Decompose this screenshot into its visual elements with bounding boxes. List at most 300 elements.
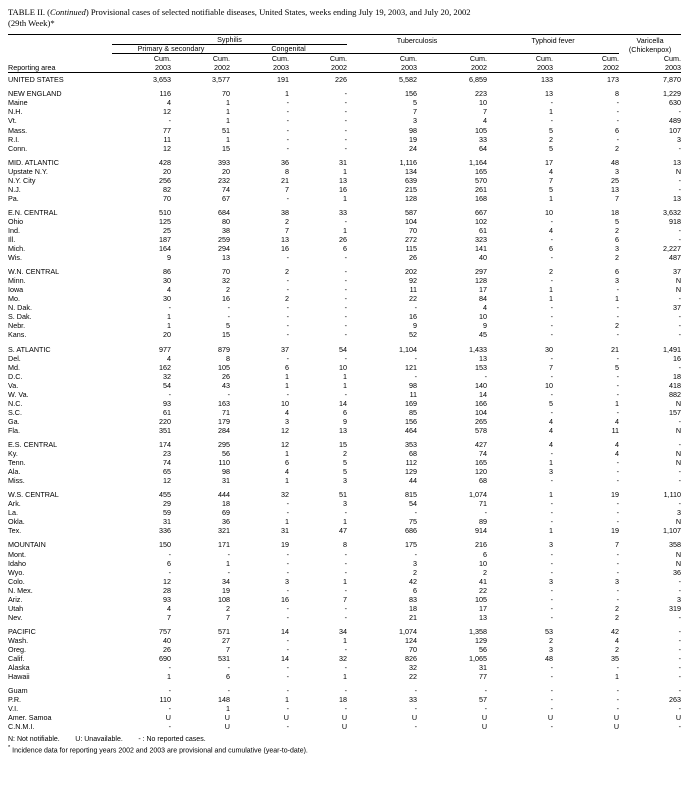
row-value-cell: 9 [413,321,418,331]
row-value-cell: - [344,125,348,135]
row-value-cell: 220 [159,416,171,426]
table-row [8,98,681,107]
row-value-cell: 3,632 [663,207,682,217]
row-value-cell: 26 [163,644,171,654]
row-value-cell: 31 [163,517,171,527]
row-value-cell: 256 [159,175,171,185]
row-value-cell: 17 [479,285,488,295]
row-value-cell: 156 [405,89,418,99]
row-value-cell: 105 [218,362,230,372]
row-value-cell: - [286,303,289,313]
row-value-cell: - [286,567,289,577]
row-value-cell: 162 [159,362,171,372]
row-value-cell: 1 [285,89,289,99]
table-row [8,244,681,253]
row-area-label: PACIFIC [8,626,36,636]
row-value-cell: 1,229 [663,89,682,99]
row-value-cell: 5 [615,216,620,226]
row-value-cell: - [550,722,554,732]
row-value-cell: 1,358 [469,626,488,636]
row-value-cell: 32 [409,663,418,673]
table-row [8,458,681,467]
row-value-cell: 4 [549,416,554,426]
row-value-cell: - [344,603,348,613]
row-value-cell: 9 [483,321,488,331]
row-area-label: N. Dak. [8,303,32,313]
row-area-label: Ariz. [8,594,23,604]
table-row [8,704,681,713]
row-value-cell: - [616,517,620,527]
row-value-cell: 216 [475,540,488,550]
row-value-cell: 32 [281,490,289,500]
row-value-cell: - [344,389,348,399]
row-value-cell: - [678,225,682,235]
row-value-cell: - [550,476,554,486]
row-area-label: Vt. [8,116,17,126]
row-value-cell: - [344,567,348,577]
row-value-cell: - [678,107,682,117]
group-header-typhoid: Typhoid fever [487,35,619,45]
row-value-cell: - [344,644,348,654]
row-value-cell: 86 [163,267,171,277]
table-row [8,663,681,672]
row-value-cell: 22 [409,672,418,682]
row-value-cell: - [550,321,554,331]
row-value-cell: 64 [479,143,488,153]
row-value-cell: 19 [281,540,289,550]
row-value-cell: 2 [226,285,230,295]
row-value-cell: - [550,603,554,613]
row-value-cell: 1,116 [399,157,418,167]
row-value-cell: 284 [218,425,230,435]
row-value-cell: 98 [409,380,418,390]
row-value-cell: - [678,330,682,340]
row-value-cell: - [286,353,289,363]
row-value-cell: 4 [167,285,171,295]
row-value-cell: - [616,285,620,295]
row-value-cell: - [550,585,554,595]
row-value-cell: - [678,672,682,682]
row-value-cell: - [344,253,348,263]
row-value-cell: - [227,312,230,322]
row-area-label: Minn. [8,276,26,286]
row-value-cell: 28 [163,585,171,595]
row-value-cell: 2 [549,134,554,144]
row-value-cell: 128 [475,276,488,286]
row-area-label: V.I. [8,704,19,714]
row-value-cell: 295 [218,440,230,449]
table-row [8,499,681,508]
row-value-cell: 15 [339,440,348,449]
row-value-cell: 444 [218,490,230,500]
row-value-cell: 6 [549,244,554,254]
row-value-cell: 1 [615,294,620,304]
row-value-cell: 11 [163,134,171,144]
row-value-cell: 33 [409,695,418,705]
row-value-cell: - [678,686,682,696]
row-value-cell: 879 [218,344,230,354]
row-value-cell: 77 [163,125,171,135]
row-value-cell: - [286,644,289,654]
row-value-cell: 1 [226,134,230,144]
row-value-cell: 7 [483,107,488,117]
row-value-cell: 13 [339,425,348,435]
row-value-cell: 6 [343,244,348,254]
row-value-cell: - [227,303,230,313]
row-value-cell: 5 [226,321,230,331]
table-row [8,695,681,704]
row-value-cell: 105 [475,125,488,135]
column-header-reporting-area: Reporting area [8,63,112,73]
row-value-cell: - [286,134,289,144]
row-value-cell: 882 [669,389,682,399]
row-value-cell: 115 [405,244,418,254]
title-line1-pre: TABLE II. ( [8,7,51,17]
row-value-cell: 56 [222,449,230,459]
row-value-cell: 261 [475,184,488,194]
row-value-cell: 5 [549,125,554,135]
row-value-cell: - [286,116,289,126]
row-value-cell: 19 [611,526,620,536]
table-row [8,476,681,485]
row-value-cell: - [414,371,418,381]
row-value-cell: - [550,353,554,363]
row-value-cell: 1,104 [399,344,418,354]
row-value-cell: U [224,722,230,732]
row-value-cell: 11 [409,285,418,295]
row-value-cell: - [344,549,348,559]
row-value-cell: 1,074 [469,490,488,500]
row-value-cell: - [168,389,171,399]
row-value-cell: 83 [409,594,418,604]
table-row [8,627,681,636]
row-value-cell: - [550,449,554,459]
table-row [8,185,681,194]
row-area-label: N. Mex. [8,585,33,595]
row-value-cell: - [286,312,289,322]
row-value-cell: 134 [405,166,418,176]
col-head-cum-6: Cum. [469,53,488,63]
row-value-cell: - [344,612,348,622]
row-value-cell: 18 [611,207,620,217]
row-value-cell: 6 [285,458,289,468]
subgroup-header-congenital: Congenital [230,45,347,54]
row-area-label: Wash. [8,635,29,645]
row-value-cell: - [286,508,289,518]
row-value-cell: N [675,549,682,559]
row-area-label: NEW ENGLAND [8,89,62,99]
row-value-cell: 82 [163,184,171,194]
row-value-cell: 65 [163,467,171,477]
row-value-cell: - [550,371,554,381]
row-value-cell: 21 [281,175,289,185]
row-value-cell: 129 [475,635,488,645]
row-value-cell: 639 [405,175,418,185]
header-subgroup-row [8,45,681,54]
row-value-cell: 187 [159,235,171,245]
row-value-cell: U [613,722,620,732]
row-value-cell: 8 [615,89,620,99]
row-area-label: Oreg. [8,644,26,654]
row-value-cell: 4 [549,440,554,449]
row-area-label: N.H. [8,107,23,117]
row-area-label: W.S. CENTRAL [8,490,59,500]
row-value-cell: 2 [285,294,289,304]
row-value-cell: 13 [281,235,289,245]
table-row [8,577,681,586]
row-value-cell: 1 [343,225,348,235]
row-value-cell: 226 [335,75,348,85]
row-value-cell: U [481,713,488,723]
row-value-cell: 23 [163,449,171,459]
row-value-cell: 44 [409,476,418,486]
row-value-cell: - [344,107,348,117]
row-value-cell: 10 [281,398,289,408]
row-value-cell: 1,110 [663,490,682,500]
row-value-cell: - [227,549,230,559]
row-value-cell: - [678,626,682,636]
row-value-cell: 36 [222,517,230,527]
row-value-cell: - [616,663,620,673]
row-value-cell: - [616,695,620,705]
row-value-cell: - [550,216,554,226]
row-value-cell: 14 [281,654,289,664]
row-value-cell: - [616,594,620,604]
row-value-cell: 272 [405,235,418,245]
row-value-cell: 33 [339,207,348,217]
row-value-cell: 13 [545,89,554,99]
row-value-cell: 74 [163,458,171,468]
row-value-cell: 48 [545,654,554,664]
row-value-cell: 133 [541,75,554,85]
row-value-cell: - [344,143,348,153]
row-area-label: Pa. [8,193,19,203]
row-value-cell: - [286,499,289,509]
row-value-cell: - [414,353,418,363]
row-value-cell: 31 [339,157,348,167]
row-value-cell: 1 [343,380,348,390]
row-value-cell: 1 [615,672,620,682]
row-value-cell: 570 [475,175,488,185]
group-header-varicella-line1: Varicella [619,35,681,45]
row-value-cell: 1 [226,116,230,126]
row-value-cell: 393 [218,157,230,167]
row-value-cell: - [286,603,289,613]
row-value-cell: 71 [479,499,488,509]
row-value-cell: 53 [545,626,554,636]
row-value-cell: 17 [545,157,554,167]
row-value-cell: - [616,467,620,477]
row-value-cell: 25 [611,175,620,185]
subgroup-rule-tuberculosis [347,45,487,54]
title-line1-post: ) Provisional cases of selected notifiable diseases, United States, weeks ending July 19, 2003, and July 20, 2002 [85,7,471,17]
row-value-cell: 3 [343,499,348,509]
row-area-label: Va. [8,380,19,390]
table-row [8,253,681,262]
row-value-cell: 1,164 [469,157,488,167]
row-value-cell: - [550,116,554,126]
row-value-cell: - [344,704,348,714]
row-value-cell: - [616,407,620,417]
row-value-cell: 33 [479,134,488,144]
row-value-cell: 75 [409,517,418,527]
row-value-cell: 174 [159,440,171,449]
row-value-cell: U [341,722,348,732]
row-value-cell: 18 [339,695,348,705]
row-value-cell: 2 [615,612,620,622]
row-value-cell: - [344,353,348,363]
row-value-cell: 690 [159,654,171,664]
table-row [8,208,681,217]
row-value-cell: 54 [409,499,418,509]
row-area-label: D.C. [8,371,23,381]
row-value-cell: - [550,549,554,559]
footnote-incidence-text: Incidence data for reporting years 2002 and 2003 are provisional and cumulative (year-to-date). [10,747,308,755]
row-value-cell: N [675,398,682,408]
row-value-cell: - [550,612,554,622]
row-value-cell: 165 [475,166,488,176]
row-value-cell: - [286,389,289,399]
row-value-cell: 16 [409,312,418,322]
row-value-cell: 5 [549,184,554,194]
row-value-cell: 667 [475,207,488,217]
col-head-cum-2: Cum. [212,53,230,63]
row-area-label: Kans. [8,330,27,340]
row-value-cell: - [550,407,554,417]
row-area-label: P.R. [8,695,22,705]
row-area-label: Tex. [8,526,22,536]
row-value-cell: - [616,476,620,486]
row-area-label: UNITED STATES [8,75,64,85]
row-value-cell: 10 [545,207,554,217]
row-area-label: Mo. [8,294,20,304]
row-value-cell: 71 [222,407,230,417]
row-value-cell: - [678,644,682,654]
row-value-cell: 1 [285,476,289,486]
row-value-cell: - [344,330,348,340]
row-value-cell: 26 [222,371,230,381]
row-value-cell: - [678,321,682,331]
row-value-cell: 1 [167,312,171,322]
row-value-cell: 336 [159,526,171,536]
row-area-label: Conn. [8,143,28,153]
row-value-cell: 12 [163,576,171,586]
header-year-row [8,63,681,73]
row-value-cell: 16 [281,594,289,604]
row-area-label: Ind. [8,225,20,235]
row-value-cell: 85 [409,407,418,417]
row-value-cell: 7 [615,193,620,203]
table-row [8,144,681,153]
row-value-cell: 105 [475,594,488,604]
row-value-cell: 3 [343,476,348,486]
row-value-cell: 427 [475,440,488,449]
row-value-cell: 31 [222,476,230,486]
row-value-cell: 41 [479,576,488,586]
row-value-cell: 321 [218,526,230,536]
row-value-cell: 124 [405,635,418,645]
row-value-cell: 1 [343,193,348,203]
row-value-cell: 353 [405,440,418,449]
row-value-cell: 13 [611,184,620,194]
row-value-cell: 12 [163,107,171,117]
row-value-cell: U [481,722,488,732]
row-value-cell: - [286,193,289,203]
row-value-cell: 77 [479,672,488,682]
row-value-cell: - [286,253,289,263]
row-value-cell: 1,107 [663,526,682,536]
row-value-cell: - [678,654,682,664]
row-value-cell: - [550,686,554,696]
row-value-cell: 531 [218,654,230,664]
row-area-label: Ohio [8,216,24,226]
footnote-marker: * [8,744,11,751]
table-row [8,408,681,417]
col-head-cum-5: Cum. [399,53,418,63]
row-value-cell: 3 [413,116,418,126]
row-area-label: Idaho [8,558,26,568]
row-value-cell: 112 [405,458,418,468]
row-area-label: MID. ATLANTIC [8,157,59,167]
row-value-cell: - [616,380,620,390]
row-value-cell: 1,074 [399,626,418,636]
row-value-cell: - [550,276,554,286]
row-value-cell: 18 [673,371,682,381]
row-value-cell: 25 [163,225,171,235]
row-value-cell: - [168,704,171,714]
row-value-cell: 6 [615,235,620,245]
row-value-cell: 153 [475,362,488,372]
col-head-cum-1: Cum. [153,53,171,63]
table-row [8,126,681,135]
row-value-cell: - [678,663,682,673]
row-value-cell: - [168,686,171,696]
row-value-cell: 13 [222,253,230,263]
row-value-cell: - [344,294,348,304]
row-area-label: W.N. CENTRAL [8,267,60,277]
row-value-cell: 2,227 [663,244,682,254]
row-value-cell: - [616,458,620,468]
row-value-cell: - [286,558,289,568]
row-value-cell: 2 [285,267,289,277]
row-value-cell: 42 [611,626,620,636]
row-value-cell: 2 [343,449,348,459]
row-value-cell: 61 [479,225,488,235]
row-area-label: Iowa [8,285,24,295]
row-value-cell: 110 [218,458,230,468]
row-value-cell: - [616,134,620,144]
row-value-cell: 120 [475,467,488,477]
row-area-label: Amer. Samoa [8,713,52,723]
table-row [8,363,681,372]
col-head-cum-3: Cum. [271,53,289,63]
row-value-cell: - [227,389,230,399]
row-value-cell: - [678,416,682,426]
row-value-cell: 14 [479,389,488,399]
row-value-cell: 108 [218,594,230,604]
row-value-cell: 31 [479,663,488,673]
row-value-cell: 1 [615,398,620,408]
row-value-cell: 1 [285,371,289,381]
row-value-cell: - [286,672,289,682]
row-value-cell: 37 [673,303,682,313]
row-value-cell: - [286,330,289,340]
row-value-cell: - [286,663,289,673]
row-value-cell: - [616,508,620,518]
row-area-label: La. [8,508,18,518]
table-row [8,194,681,203]
row-value-cell: 13 [673,193,682,203]
